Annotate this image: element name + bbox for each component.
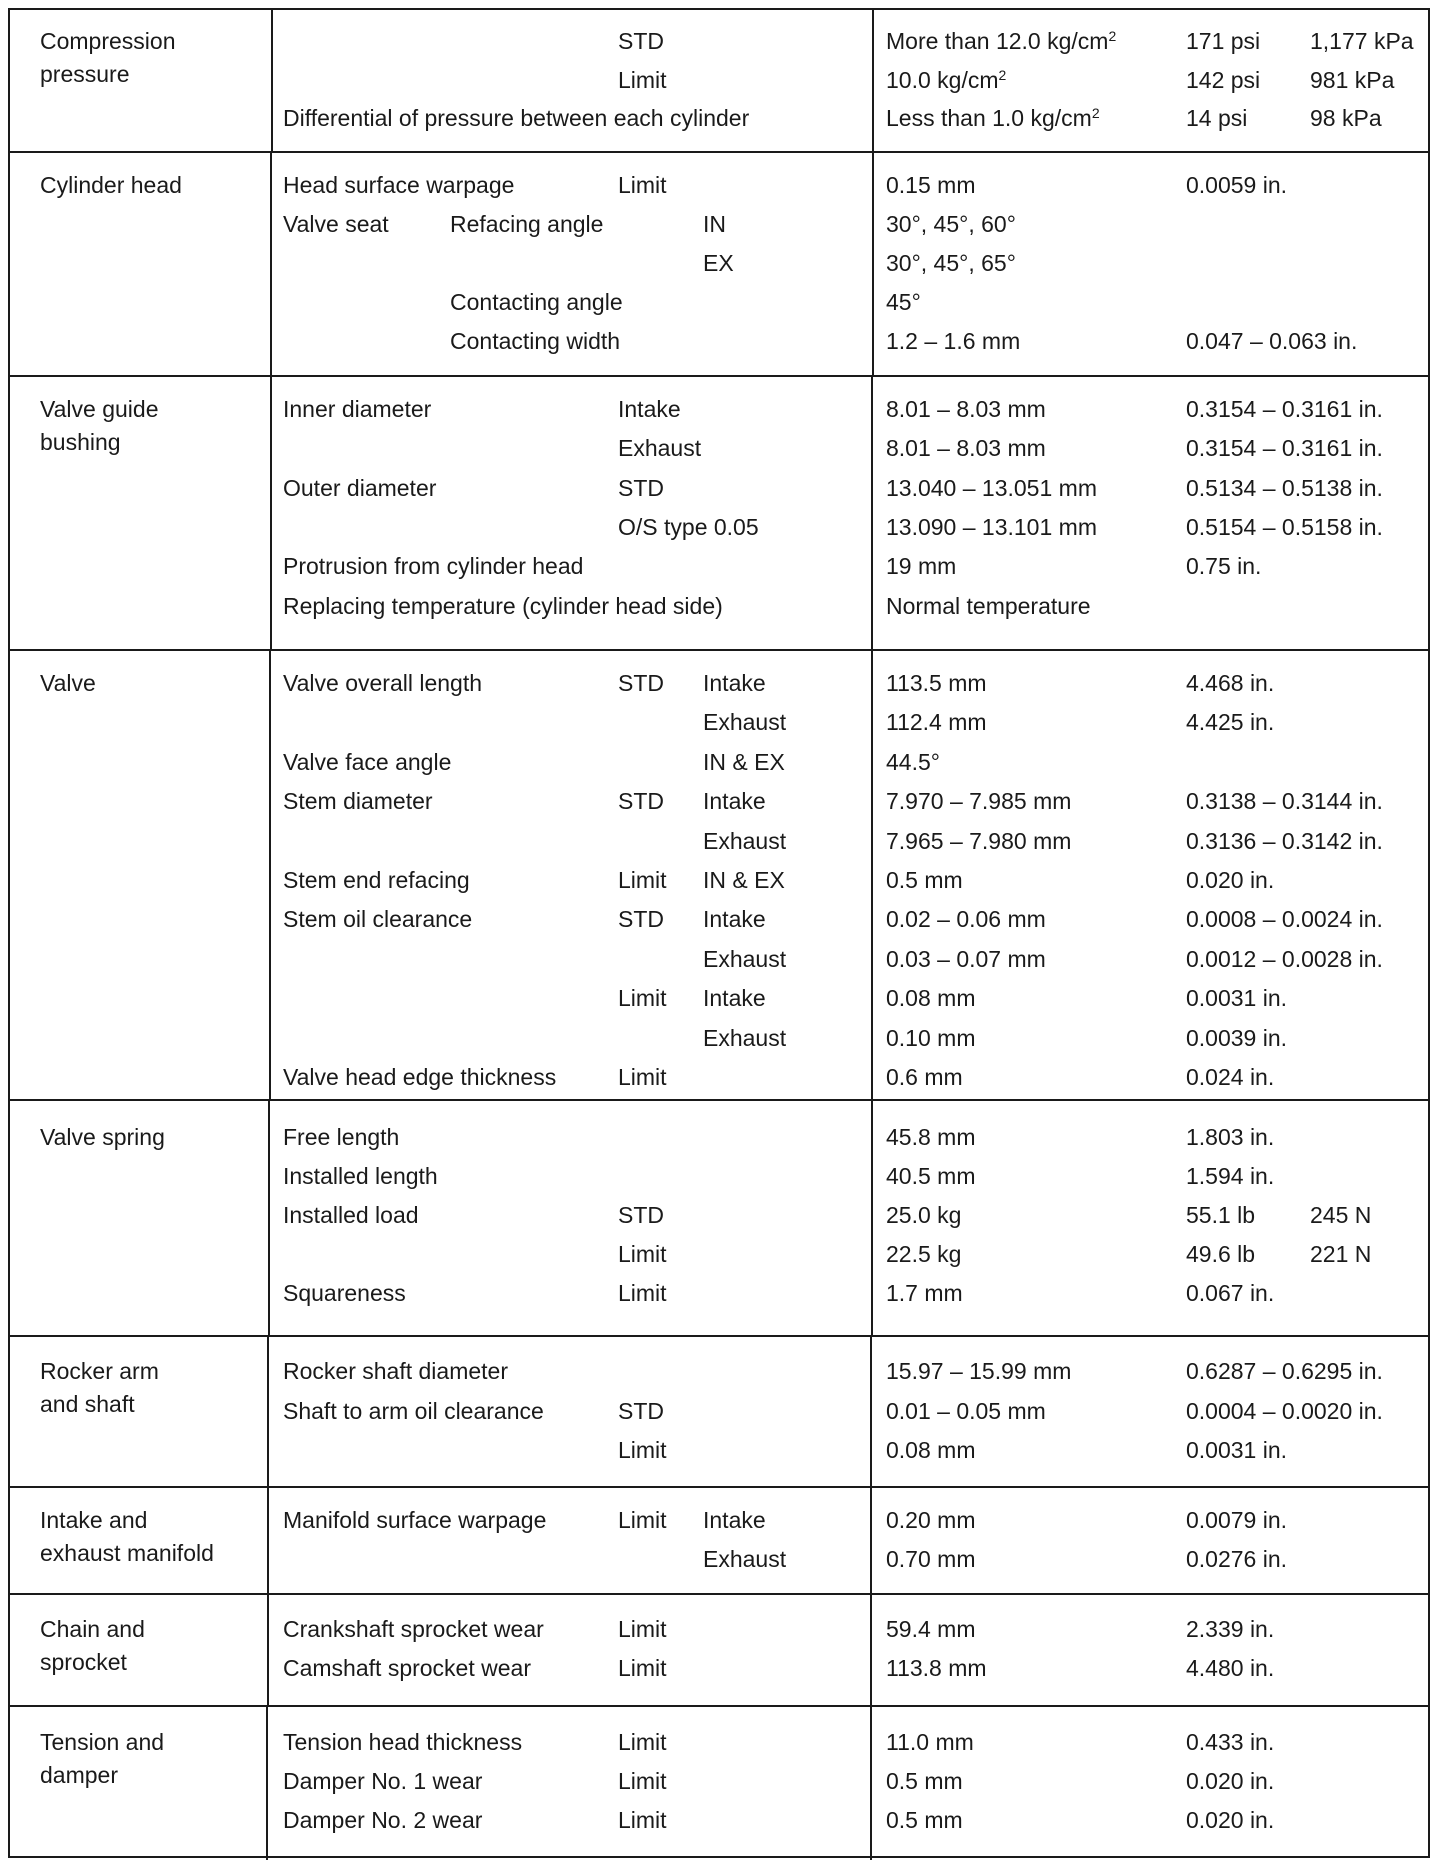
item-label: Valve head edge thickness bbox=[283, 1064, 557, 1090]
imperial-value: 0.047 – 0.063 in. bbox=[1186, 328, 1358, 354]
imperial-value: 55.1 lb bbox=[1186, 1202, 1256, 1228]
qualifier-label: Exhaust bbox=[703, 945, 787, 972]
spec-section bbox=[10, 377, 1428, 651]
metric-value: 8.01 – 8.03 mm bbox=[886, 435, 1046, 462]
metric-value: 0.10 mm bbox=[886, 1024, 976, 1051]
imperial-value: 0.067 in. bbox=[1186, 1280, 1275, 1306]
spec-section bbox=[10, 1337, 1428, 1488]
spec-section bbox=[10, 1101, 1428, 1337]
condition-label: STD bbox=[618, 670, 664, 696]
metric-value: Less than 1.0 $kg/cm^2$ bbox=[886, 105, 1100, 131]
metric-value: 0.02 – 0.06 mm bbox=[886, 906, 1046, 933]
condition-label: Limit bbox=[618, 1280, 667, 1306]
spec-section bbox=[10, 1488, 1428, 1595]
imperial-value: 14 psi bbox=[1186, 105, 1248, 131]
qualifier-label: IN & EX bbox=[703, 748, 785, 775]
category-label: Rocker arm and shaft bbox=[40, 1358, 159, 1417]
category-divider bbox=[267, 1595, 269, 1705]
imperial-value: 4.480 in. bbox=[1186, 1655, 1275, 1681]
imperial-value: 0.0012 – 0.0028 in. bbox=[1186, 945, 1383, 972]
spec-section bbox=[10, 153, 1428, 377]
imperial-value: 0.5134 – 0.5138 in. bbox=[1186, 474, 1383, 501]
value-divider bbox=[870, 1488, 872, 1593]
metric-value: 30°, 45°, 65° bbox=[886, 250, 1016, 276]
qualifier-label: Exhaust bbox=[703, 827, 787, 854]
category-label: Valve spring bbox=[40, 1124, 165, 1150]
item-label: Damper No. 2 wear bbox=[283, 1807, 483, 1833]
condition-label: STD bbox=[618, 28, 664, 54]
metric-value: 113.5 mm bbox=[886, 670, 987, 696]
metric-value: 113.8 mm bbox=[886, 1655, 987, 1681]
item-label: Head surface warpage bbox=[283, 172, 515, 198]
imperial-value: 0.5154 – 0.5158 in. bbox=[1186, 513, 1383, 540]
condition-label: Limit bbox=[618, 1241, 667, 1267]
condition-label: Limit bbox=[618, 1768, 667, 1794]
condition-label: Intake bbox=[618, 396, 681, 422]
qualifier-label: Intake bbox=[703, 788, 766, 815]
item-label: Differential of pressure between each cylinder bbox=[283, 105, 750, 131]
value-divider bbox=[870, 1707, 872, 1860]
item-label: Valve overall length bbox=[283, 670, 483, 696]
metric-value: 15.97 – 15.99 mm bbox=[886, 1358, 1072, 1384]
metric-value: 1.2 – 1.6 mm bbox=[886, 328, 1021, 354]
item-label: Stem diameter bbox=[283, 788, 433, 815]
category-divider bbox=[266, 1707, 268, 1860]
imperial-value: 171 psi bbox=[1186, 28, 1261, 54]
metric-value: 0.08 mm bbox=[886, 985, 976, 1012]
qualifier-label: Intake bbox=[703, 985, 766, 1012]
condition-label: Limit bbox=[618, 867, 667, 893]
metric-value: 7.970 – 7.985 mm bbox=[886, 788, 1072, 815]
metric-value: 7.965 – 7.980 mm bbox=[886, 827, 1072, 854]
qualifier-label: Intake bbox=[703, 906, 766, 933]
spec-section bbox=[10, 1595, 1428, 1707]
category-label: Tension and damper bbox=[40, 1729, 165, 1788]
si-value: 98 kPa bbox=[1310, 105, 1382, 131]
metric-value: More than 12.0 $kg/cm^2$ bbox=[886, 28, 1117, 54]
condition-label: STD bbox=[618, 474, 664, 501]
metric-value: 40.5 mm bbox=[886, 1163, 976, 1189]
imperial-value: 4.425 in. bbox=[1186, 709, 1275, 736]
condition-label: Exhaust bbox=[618, 435, 702, 462]
category-divider bbox=[268, 1101, 270, 1335]
item-label: Crankshaft sprocket wear bbox=[283, 1616, 544, 1642]
imperial-value: 49.6 lb bbox=[1186, 1241, 1256, 1267]
item-label: Manifold surface warpage bbox=[283, 1507, 547, 1533]
condition-label: Limit bbox=[618, 1616, 667, 1642]
imperial-value: 0.0276 in. bbox=[1186, 1546, 1288, 1572]
condition-label: Limit bbox=[618, 1064, 667, 1090]
spec-table bbox=[8, 8, 1430, 1858]
category-label: Compression pressure bbox=[40, 28, 176, 87]
imperial-value: 0.024 in. bbox=[1186, 1064, 1275, 1090]
category-divider bbox=[270, 153, 272, 375]
category-label: Cylinder head bbox=[40, 172, 182, 198]
metric-value: 45.8 mm bbox=[886, 1124, 976, 1150]
condition-label: Limit bbox=[618, 66, 667, 93]
metric-value: 1.7 mm bbox=[886, 1280, 963, 1306]
si-value: 981 kPa bbox=[1310, 66, 1395, 93]
imperial-value: 2.339 in. bbox=[1186, 1616, 1275, 1642]
imperial-value: 142 psi bbox=[1186, 66, 1261, 93]
imperial-value: 1.803 in. bbox=[1186, 1124, 1275, 1150]
metric-value: 0.70 mm bbox=[886, 1546, 976, 1572]
imperial-value: 0.3138 – 0.3144 in. bbox=[1186, 788, 1383, 815]
qualifier-label: Exhaust bbox=[703, 1546, 787, 1572]
metric-value: 0.03 – 0.07 mm bbox=[886, 945, 1046, 972]
value-divider bbox=[871, 377, 873, 649]
metric-value: 59.4 mm bbox=[886, 1616, 976, 1642]
metric-value: 44.5° bbox=[886, 748, 940, 775]
value-divider bbox=[870, 1595, 872, 1705]
item-label: Tension head thickness bbox=[283, 1729, 523, 1755]
imperial-value: 0.433 in. bbox=[1186, 1729, 1275, 1755]
metric-value: 45° bbox=[886, 289, 921, 315]
category-label: Chain and sprocket bbox=[40, 1616, 145, 1675]
imperial-value: 0.0079 in. bbox=[1186, 1507, 1288, 1533]
qualifier-label: EX bbox=[703, 250, 734, 276]
imperial-value: 0.020 in. bbox=[1186, 1768, 1275, 1794]
item-label: Inner diameter bbox=[283, 396, 432, 422]
metric-value: 0.15 mm bbox=[886, 172, 976, 198]
item-label: Stem oil clearance bbox=[283, 906, 473, 933]
imperial-value: 0.020 in. bbox=[1186, 867, 1275, 893]
qualifier-label: Intake bbox=[703, 670, 766, 696]
qualifier-label: Intake bbox=[703, 1507, 766, 1533]
metric-value: 0.5 mm bbox=[886, 1768, 963, 1794]
item-label: Camshaft sprocket wear bbox=[283, 1655, 531, 1681]
imperial-value: 1.594 in. bbox=[1186, 1163, 1275, 1189]
item-label: Installed load bbox=[283, 1202, 419, 1228]
item-label: Installed length bbox=[283, 1163, 438, 1189]
value-divider bbox=[872, 10, 874, 151]
value-divider bbox=[871, 1101, 873, 1335]
si-value: 221 N bbox=[1310, 1241, 1372, 1267]
metric-value: 13.090 – 13.101 mm bbox=[886, 513, 1097, 540]
category-label: Valve guide bushing bbox=[40, 396, 159, 455]
imperial-value: 0.3136 – 0.3142 in. bbox=[1186, 827, 1383, 854]
imperial-value: 0.0008 – 0.0024 in. bbox=[1186, 906, 1383, 933]
metric-value: 0.6 mm bbox=[886, 1064, 963, 1090]
metric-value: 0.01 – 0.05 mm bbox=[886, 1397, 1046, 1424]
item-label: Valve seat bbox=[283, 211, 389, 237]
imperial-value: 0.3154 – 0.3161 in. bbox=[1186, 435, 1383, 462]
qualifier-label: Exhaust bbox=[703, 1024, 787, 1051]
imperial-value: 0.0039 in. bbox=[1186, 1024, 1288, 1051]
item-label: Free length bbox=[283, 1124, 400, 1150]
sub-item-label: Contacting width bbox=[450, 328, 621, 354]
qualifier-label: IN bbox=[703, 211, 726, 237]
sub-item-label: Refacing angle bbox=[450, 211, 604, 237]
condition-label: STD bbox=[618, 1397, 664, 1424]
metric-value: 19 mm bbox=[886, 553, 957, 580]
metric-value: 0.5 mm bbox=[886, 1807, 963, 1833]
imperial-value: 0.0031 in. bbox=[1186, 985, 1288, 1012]
imperial-value: 0.0004 – 0.0020 in. bbox=[1186, 1397, 1383, 1424]
item-label: Replacing temperature (cylinder head side) bbox=[283, 592, 723, 619]
value-divider bbox=[872, 153, 874, 375]
category-divider bbox=[270, 377, 272, 649]
condition-label: Limit bbox=[618, 1507, 667, 1533]
sub-item-label: Contacting angle bbox=[450, 289, 623, 315]
item-label: Rocker shaft diameter bbox=[283, 1358, 508, 1384]
metric-value: Normal temperature bbox=[886, 592, 1091, 619]
condition-label: Limit bbox=[618, 1807, 667, 1833]
condition-label: Limit bbox=[618, 1655, 667, 1681]
category-label: Intake and exhaust manifold bbox=[40, 1507, 214, 1566]
metric-value: 8.01 – 8.03 mm bbox=[886, 396, 1046, 422]
imperial-value: 0.3154 – 0.3161 in. bbox=[1186, 396, 1383, 422]
metric-value: 11.0 mm bbox=[886, 1729, 974, 1755]
metric-value: 0.5 mm bbox=[886, 867, 963, 893]
condition-label: Limit bbox=[618, 1729, 667, 1755]
metric-value: 0.20 mm bbox=[886, 1507, 976, 1533]
imperial-value: 0.6287 – 0.6295 in. bbox=[1186, 1358, 1383, 1384]
condition-label: O/S type 0.05 bbox=[618, 513, 759, 540]
imperial-value: 0.0031 in. bbox=[1186, 1437, 1288, 1463]
category-label: Valve bbox=[40, 670, 96, 696]
metric-value: 10.0 $kg/cm^2$ bbox=[886, 66, 1007, 93]
spec-section bbox=[10, 10, 1428, 153]
imperial-value: 0.0059 in. bbox=[1186, 172, 1288, 198]
item-label: Shaft to arm oil clearance bbox=[283, 1397, 544, 1424]
item-label: Stem end refacing bbox=[283, 867, 470, 893]
metric-value: 112.4 mm bbox=[886, 709, 987, 736]
category-divider bbox=[267, 1337, 269, 1486]
item-label: Valve face angle bbox=[283, 748, 452, 775]
condition-label: STD bbox=[618, 788, 664, 815]
condition-label: Limit bbox=[618, 172, 667, 198]
value-divider bbox=[870, 1337, 872, 1486]
item-label: Squareness bbox=[283, 1280, 406, 1306]
imperial-value: 0.75 in. bbox=[1186, 553, 1262, 580]
metric-value: 13.040 – 13.051 mm bbox=[886, 474, 1097, 501]
category-divider bbox=[269, 651, 271, 1099]
metric-value: 22.5 kg bbox=[886, 1241, 962, 1267]
value-divider bbox=[871, 651, 873, 1099]
imperial-value: 0.020 in. bbox=[1186, 1807, 1275, 1833]
metric-value: 25.0 kg bbox=[886, 1202, 962, 1228]
si-value: 1,177 kPa bbox=[1310, 28, 1414, 54]
condition-label: STD bbox=[618, 906, 664, 933]
spec-section bbox=[10, 1707, 1428, 1860]
item-label: Protrusion from cylinder head bbox=[283, 553, 584, 580]
condition-label: STD bbox=[618, 1202, 664, 1228]
item-label: Damper No. 1 wear bbox=[283, 1768, 483, 1794]
condition-label: Limit bbox=[618, 985, 667, 1012]
qualifier-label: IN & EX bbox=[703, 867, 785, 893]
qualifier-label: Exhaust bbox=[703, 709, 787, 736]
item-label: Outer diameter bbox=[283, 474, 437, 501]
si-value: 245 N bbox=[1310, 1202, 1372, 1228]
category-divider bbox=[271, 10, 273, 151]
imperial-value: 4.468 in. bbox=[1186, 670, 1275, 696]
condition-label: Limit bbox=[618, 1437, 667, 1463]
metric-value: 0.08 mm bbox=[886, 1437, 976, 1463]
category-divider bbox=[267, 1488, 269, 1593]
metric-value: 30°, 45°, 60° bbox=[886, 211, 1016, 237]
spec-section bbox=[10, 651, 1428, 1101]
